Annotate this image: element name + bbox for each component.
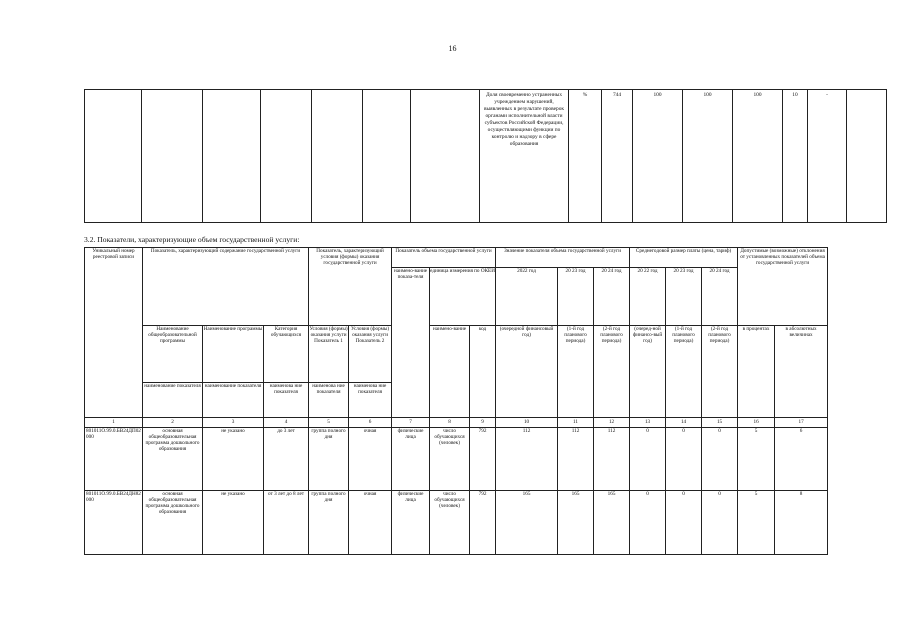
cell-programs: не указано bbox=[203, 491, 264, 555]
cell-program: основная общеобразовательная программа дошкольного образования bbox=[143, 491, 203, 555]
header-cond2: Условия (формы) оказания услуги Показатель 2 bbox=[349, 326, 392, 383]
col-number: 13 bbox=[630, 418, 666, 428]
col-number: 16 bbox=[738, 418, 775, 428]
page-number: 16 bbox=[448, 44, 457, 53]
cell-p2022: 0 bbox=[630, 491, 666, 555]
header-category: Категория обучающихся bbox=[264, 326, 309, 383]
header-volume-group: Показатель объема государственной услуги bbox=[392, 248, 496, 268]
cell-p2023: 0 bbox=[666, 428, 702, 491]
header-unit-name: наимено-вание bbox=[430, 326, 470, 418]
table-row bbox=[85, 491, 828, 555]
col-number: 11 bbox=[558, 418, 594, 428]
cell-code: 792 bbox=[470, 428, 496, 491]
cell-programs: не указано bbox=[203, 428, 264, 491]
cell-v2023: 112 bbox=[558, 428, 594, 491]
header-unit-group: единица измерения по ОКЕИ bbox=[430, 268, 496, 326]
empty-cell bbox=[312, 90, 363, 223]
cell-program: основная общеобразовательная программа дошкольного образования bbox=[143, 428, 203, 491]
unit-cell: % bbox=[569, 90, 602, 223]
cell-p2024: 0 bbox=[702, 428, 738, 491]
header-conditions-group: Показатель, характеризующий условия (формы) оказания государственной услуги bbox=[309, 248, 392, 326]
empty-cell bbox=[203, 90, 261, 223]
col-number: 10 bbox=[496, 418, 558, 428]
header-cond1: Условия (формы) оказания услуги Показатель 1 bbox=[309, 326, 349, 383]
header-dev-abs: в абсолютных величинах bbox=[775, 326, 828, 418]
empty-cell bbox=[847, 90, 887, 223]
empty-cell bbox=[363, 90, 411, 223]
header-p2023: 20 23 год bbox=[666, 268, 702, 326]
value-2023-cell: 100 bbox=[683, 90, 733, 223]
cell-id: 801011О.99.0.БВ24ДН82000 bbox=[85, 491, 143, 555]
cell-v2022: 165 bbox=[496, 491, 558, 555]
empty-cell bbox=[85, 90, 142, 223]
indicator-label: наименова ние показателя bbox=[349, 383, 392, 418]
cell-p2022: 0 bbox=[630, 428, 666, 491]
cell-cond1: группа полного дня bbox=[309, 491, 349, 555]
cell-indicator: физические лица bbox=[392, 491, 430, 555]
cell-v2023: 165 bbox=[558, 491, 594, 555]
cell-unit: число обучающихся (человек) bbox=[430, 491, 470, 555]
header-values-group: Значение показателя объема государственной услуги bbox=[496, 248, 630, 268]
col-number: 6 bbox=[349, 418, 392, 428]
col-number: 7 bbox=[392, 418, 430, 428]
cell-category: до 3 лет bbox=[264, 428, 309, 491]
header-programs: Наименование программы bbox=[203, 326, 264, 383]
volume-indicators-table bbox=[84, 247, 828, 555]
indicator-label: наименова ние показателя bbox=[264, 383, 309, 418]
header-y2024-sub: (2-й год планового периода) bbox=[594, 326, 630, 418]
empty-cell bbox=[411, 90, 480, 223]
header-y2023: 20 23 год bbox=[558, 268, 594, 326]
cell-id: 801011О.99.0.БВ24ДП02000 bbox=[85, 428, 143, 491]
col-number: 5 bbox=[309, 418, 349, 428]
cell-unit: число обучающихся (человек) bbox=[430, 428, 470, 491]
header-price-group: Среднегодовой размер платы (цена, тариф) bbox=[630, 248, 738, 268]
col-number: 4 bbox=[264, 418, 309, 428]
table-row bbox=[85, 428, 828, 491]
cell-v2024: 112 bbox=[594, 428, 630, 491]
header-y2024: 20 24 год bbox=[594, 268, 630, 326]
indicator-name-cell: Доля своевременно устраненных учреждением нарушений, выявленных в результате проверок органами исполнительной власти субъектов Российской Федерации, осуществляющими функции по контролю и надзору в сфере образования bbox=[480, 90, 569, 223]
continuation-table bbox=[84, 89, 887, 223]
indicator-label: наименование показателя bbox=[203, 383, 264, 418]
header-y2023-sub: (1-й год планового периода) bbox=[558, 326, 594, 418]
cell-dev-pct: 5 bbox=[738, 491, 775, 555]
header-volume-name: наимено-вание показа-теля bbox=[392, 268, 430, 418]
cell-category: от 3 лет до 8 лет bbox=[264, 491, 309, 555]
header-unique-number: Уникальный номер реестровой записи bbox=[85, 248, 143, 418]
header-y2022-sub: (очередной финансовый год) bbox=[496, 326, 558, 418]
cell-dev-abs: 8 bbox=[775, 491, 828, 555]
header-dev-group: Допустимые (возможные) отклонения от установленных показателей объема государственной услуги bbox=[738, 248, 828, 326]
cell-cond2: очная bbox=[349, 428, 392, 491]
header-p2022: 20 22 год bbox=[630, 268, 666, 326]
cell-code: 792 bbox=[470, 491, 496, 555]
cell-v2024: 165 bbox=[594, 491, 630, 555]
header-content-group: Показатель, характеризующий содержание государственной услуги bbox=[143, 248, 309, 326]
dev-pct-cell: 10 bbox=[783, 90, 808, 223]
cell-cond2: очная bbox=[349, 491, 392, 555]
empty-cell bbox=[261, 90, 312, 223]
header-p2024: 20 24 год bbox=[702, 268, 738, 326]
okei-cell: 744 bbox=[602, 90, 633, 223]
dev-abs-cell: - bbox=[808, 90, 847, 223]
cell-cond1: группа полного дня bbox=[309, 428, 349, 491]
cell-p2023: 0 bbox=[666, 491, 702, 555]
col-number: 17 bbox=[775, 418, 828, 428]
cell-dev-pct: 5 bbox=[738, 428, 775, 491]
col-number: 2 bbox=[143, 418, 203, 428]
header-p2024-sub: (2-й год планового периода) bbox=[702, 326, 738, 418]
col-number: 15 bbox=[702, 418, 738, 428]
col-number: 3 bbox=[203, 418, 264, 428]
header-unit-code: код bbox=[470, 326, 496, 418]
section-title: 3.2. Показатели, характеризующие объем государственной услуги: bbox=[84, 235, 300, 244]
col-number: 8 bbox=[430, 418, 470, 428]
header-p2022-sub: (очеред-ной финансо-вый год) bbox=[630, 326, 666, 418]
cell-v2022: 112 bbox=[496, 428, 558, 491]
cell-indicator: физические лица bbox=[392, 428, 430, 491]
cell-p2024: 0 bbox=[702, 491, 738, 555]
header-y2022: 2022 год bbox=[496, 268, 558, 326]
cell-dev-abs: 6 bbox=[775, 428, 828, 491]
header-program-name: Наименование общеобразовательной программы bbox=[143, 326, 203, 383]
empty-cell bbox=[142, 90, 203, 223]
col-number: 12 bbox=[594, 418, 630, 428]
col-number: 9 bbox=[470, 418, 496, 428]
indicator-label: наименование показателя bbox=[143, 383, 203, 418]
indicator-label: наименова ние показателя bbox=[309, 383, 349, 418]
header-dev-pct: в процентах bbox=[738, 326, 775, 418]
col-number: 1 bbox=[85, 418, 143, 428]
value-2024-cell: 100 bbox=[733, 90, 783, 223]
col-number: 14 bbox=[666, 418, 702, 428]
value-2022-cell: 100 bbox=[633, 90, 683, 223]
header-p2023-sub: (1-й год планового периода) bbox=[666, 326, 702, 418]
